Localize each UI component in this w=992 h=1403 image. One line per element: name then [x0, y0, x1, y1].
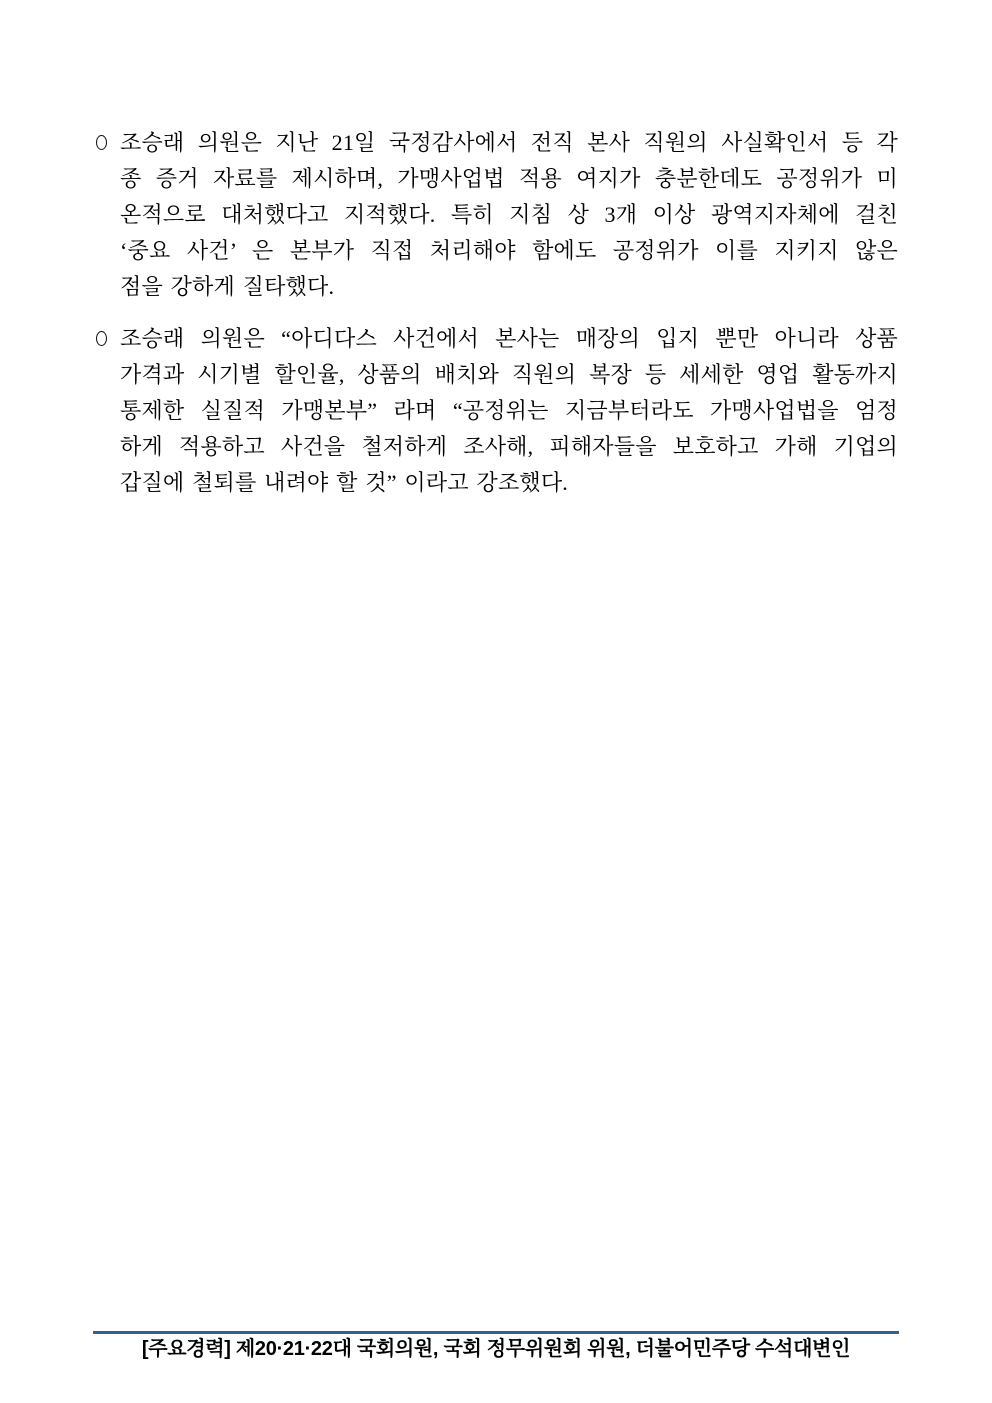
bullet-circle-icon: [96, 331, 107, 346]
document-body: [95, 125, 898, 517]
bullet-marker-column: [95, 321, 120, 501]
text-line: ‘중요 사건’ 은 본부가 직접 처리해야 함에도 공정위가 이를 지키지 않은: [120, 238, 898, 263]
text-line: 하게 적용하고 사건을 철저하게 조사해, 피해자들을 보호하고 가해 기업의: [120, 434, 898, 459]
text-line: 점을 강하게 질타했다.: [120, 274, 335, 299]
text-line: 조승래 의원은 지난 21일 국정감사에서 전직 본사 직원의 사실확인서 등 각: [120, 130, 898, 155]
bullet-paragraph: [95, 321, 898, 501]
bullet-paragraph: [95, 125, 898, 305]
text-line: 종 증거 자료를 제시하며, 가맹사업법 적용 여지가 충분한데도 공정위가 미: [120, 166, 898, 191]
bullet-circle-icon: [96, 135, 107, 150]
bullet-marker-column: [95, 125, 120, 305]
footer-career-line: [주요경력] 제20·21·22대 국회의원, 국회 정무위원회 위원, 더불어민주당 수석대변인: [141, 1338, 851, 1360]
footer: [93, 1331, 899, 1361]
text-line: 통제한 실질적 가맹본부” 라며 “공정위는 지금부터라도 가맹사업법을 엄정: [120, 398, 898, 423]
text-line: 갑질에 철퇴를 내려야 할 것” 이라고 강조했다.: [120, 470, 569, 495]
footer-rule: [93, 1331, 899, 1334]
paragraph-lines: [120, 125, 898, 305]
text-line: 온적으로 대처했다고 지적했다. 특히 지침 상 3개 이상 광역지자체에 걸친: [120, 202, 898, 227]
text-line: 조승래 의원은 “아디다스 사건에서 본사는 매장의 입지 뿐만 아니라 상품: [120, 326, 898, 351]
text-line: 가격과 시기별 할인율, 상품의 배치와 직원의 복장 등 세세한 영업 활동까지: [120, 362, 898, 387]
paragraph-lines: [120, 321, 898, 501]
